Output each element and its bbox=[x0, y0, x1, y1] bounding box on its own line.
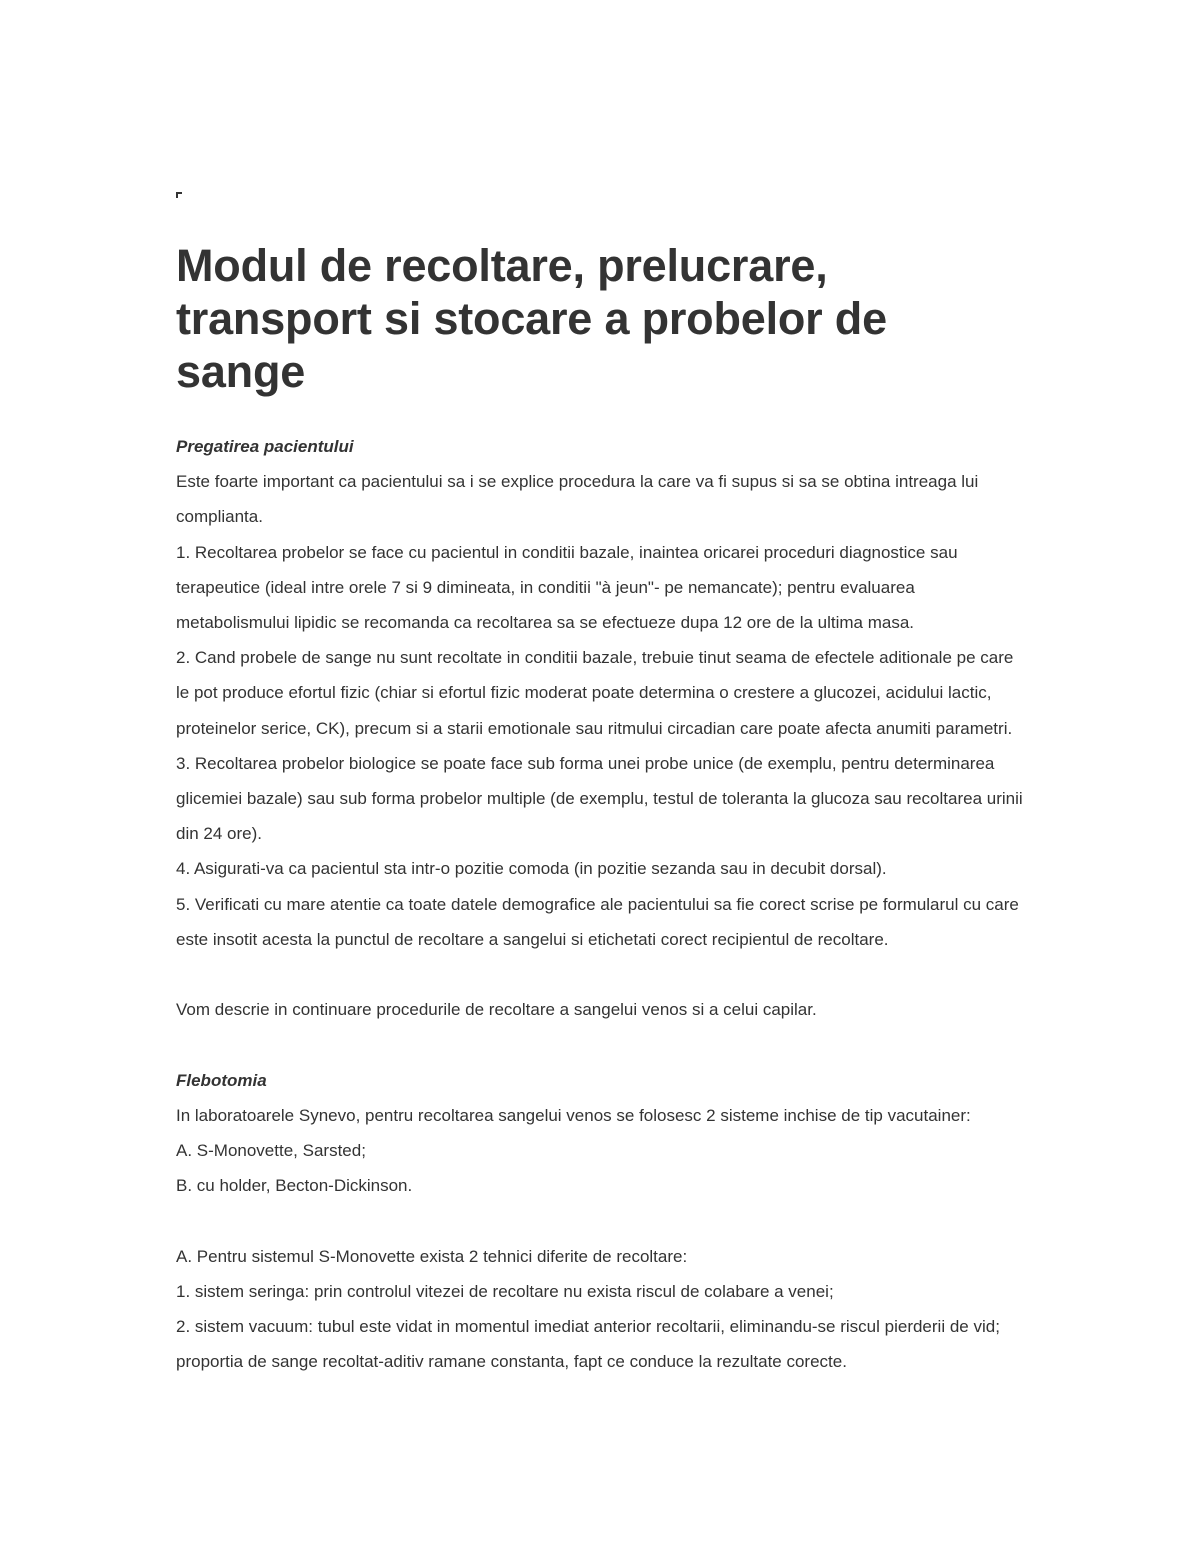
technique-item-2: 2. sistem vacuum: tubul este vidat in momentul imediat anterior recoltarii, eliminandu-se riscul pierderii de vid; proportia de sange recoltat-aditiv ramane constanta, fapt ce conduce la rezultate corecte. bbox=[176, 1317, 1000, 1372]
paragraph-technique-intro: A. Pentru sistemul S-Monovette exista 2 tehnici diferite de recoltare: bbox=[176, 1246, 688, 1266]
corner-mark-icon bbox=[176, 192, 182, 198]
paragraph-intro: Este foarte important ca pacientului sa i se explice procedura la care va fi supus si sa se obtina intreaga lui complianta. bbox=[176, 472, 979, 527]
system-item-a: A. S-Monovette, Sarsted; bbox=[176, 1141, 366, 1161]
spacer bbox=[176, 957, 1026, 992]
technique-item-1: 1. sistem seringa: prin controlul vitezei de recoltare nu exista riscul de colabare a venei; bbox=[176, 1281, 834, 1301]
list-item-3: 3. Recoltarea probelor biologice se poate face sub forma unei probe unice (de exemplu, pentru determinarea glicemiei bazale) sau sub forma probelor multiple (de exemplu, testul de toleranta la glucoza sau recoltarea urinii din 24 ore). bbox=[176, 753, 1023, 844]
spacer bbox=[176, 1027, 1026, 1062]
system-item-b: B. cu holder, Becton-Dickinson. bbox=[176, 1176, 413, 1196]
list-item-2: 2. Cand probele de sange nu sunt recoltate in conditii bazale, trebuie tinut seama de efectele aditionale pe care le pot produce efortul fizic (chiar si efortul fizic moderat poate determina o crestere a glucozei, acidului lactic, proteinelor serice, CK), precum si a starii emotionale sau ritmului circadian care poate afecta anumiti parametri. bbox=[176, 648, 1014, 738]
list-item-4: 4. Asigurati-va ca pacientul sta intr-o pozitie comoda (in pozitie sezanda sau in decubit dorsal). bbox=[176, 859, 887, 879]
list-item-1: 1. Recoltarea probelor se face cu pacientul in conditii bazale, inaintea oricarei proceduri diagnostice sau terapeutice (ideal intre orele 7 si 9 dimineata, in conditii "à jeun"- pe nemancate); pentru evaluarea metabolismului lipidic se recomanda ca recoltarea sa se efectueze dupa 12 ore de la ultima masa. bbox=[176, 542, 958, 633]
spacer bbox=[176, 1203, 1026, 1238]
section-heading-patient-prep: Pregatirea pacientului bbox=[176, 437, 354, 456]
list-item-5: 5. Verificati cu mare atentie ca toate datele demografice ale pacientului sa fie corect scrise pe formularul cu care este insotit acesta la punctul de recoltare a sangelui si etichetati corect recipientul de recoltare. bbox=[176, 894, 1019, 949]
paragraph-closing: Vom descrie in continuare procedurile de recoltare a sangelui venos si a celui capilar. bbox=[176, 1000, 817, 1020]
section-heading-phlebotomy: Flebotomia bbox=[176, 1070, 267, 1090]
document-body bbox=[176, 429, 1026, 1379]
page-title: Modul de recoltare, prelucrare, transport si stocare a probelor de sange bbox=[176, 240, 887, 397]
paragraph-systems-intro: In laboratoarele Synevo, pentru recoltarea sangelui venos se folosesc 2 sisteme inchise de tip vacutainer: bbox=[176, 1105, 971, 1125]
document-page bbox=[176, 0, 1026, 1553]
